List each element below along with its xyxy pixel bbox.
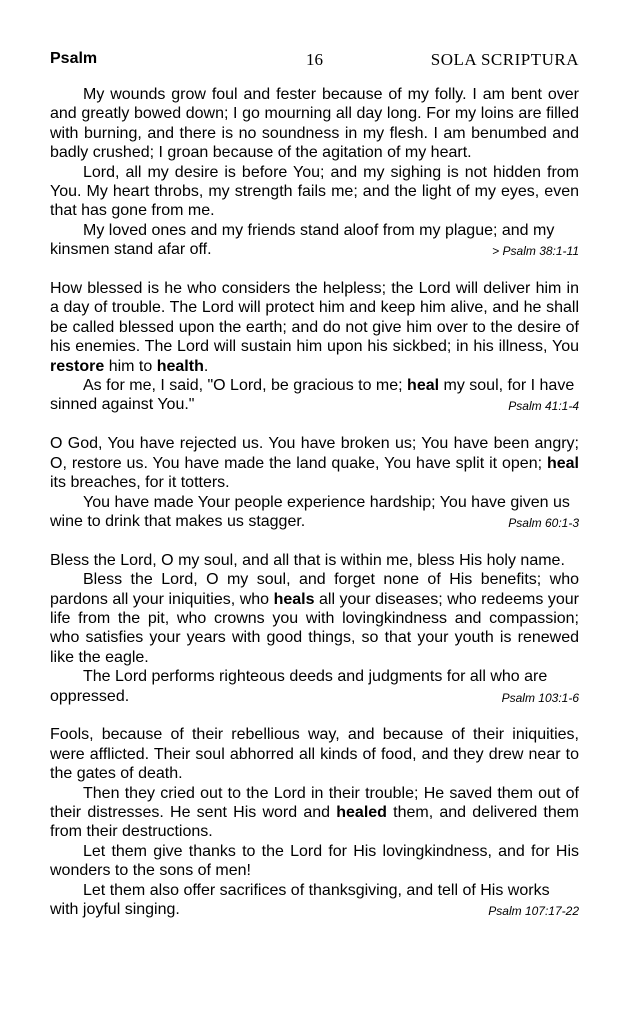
page-header — [50, 50, 579, 74]
scripture-reference: Psalm 103:1-6 — [501, 690, 579, 705]
book-title: Psalm — [50, 50, 98, 67]
text-segment: How blessed is he who considers the helpless; the Lord will deliver him in a day of trouble. The Lord will protect him and keep him alive, and he shall be called blessed upon the earth; and do not give him over to the desire of his enemies. The Lord will sustain him upon his sickbed; in his illness, You — [50, 280, 579, 356]
text-segment: Let them also offer sacrifices of thanksgiving, and tell of His works with joyful singing. — [50, 881, 550, 918]
passage-paragraph — [50, 163, 579, 221]
text-segment: Fools, because of their rebellious way, and because of their iniquities, were afflicted. Their soul abhorred all kinds of food, and they drew near to the gates of death. — [50, 726, 579, 783]
scripture-reference: > Psalm 38:1-11 — [492, 244, 579, 259]
text-segment: Let them give thanks to the Lord for His lovingkindness, and for His wonders to the sons of men! — [50, 842, 579, 880]
passage-paragraph — [50, 667, 579, 706]
scripture-reference: Psalm 41:1-4 — [508, 399, 579, 414]
scripture-passage — [50, 551, 579, 706]
text-segment: My loved ones and my friends stand aloof from my plague; and my kinsmen stand afar off. — [50, 221, 555, 259]
passage-paragraph — [50, 570, 579, 667]
passage-paragraph — [50, 279, 579, 376]
passage-paragraph — [50, 551, 579, 570]
emphasized-word: health — [156, 357, 204, 375]
scripture-passage — [50, 725, 579, 919]
passage-paragraph — [50, 221, 579, 260]
passage-paragraph — [50, 434, 579, 492]
emphasized-word: healed — [336, 803, 387, 821]
passage-paragraph — [50, 85, 579, 163]
text-segment: O God, You have rejected us. You have broken us; You have been angry; O, restore us. You have made the land quake, You have split it open; — [50, 435, 579, 472]
scripture-passage — [50, 434, 579, 531]
text-segment: You have made Your people experience hardship; You have given us wine to drink that makes us stagger. — [50, 493, 570, 530]
passage-paragraph — [50, 881, 579, 920]
scripture-passage — [50, 85, 579, 260]
text-segment: him to — [104, 357, 157, 375]
emphasized-word: heal — [546, 454, 579, 472]
passage-paragraph — [50, 493, 579, 532]
page-number: 16 — [306, 50, 323, 69]
text-segment: Bless the Lord, O my soul, and forget none of His benefits; who pardons all your iniquities, who — [50, 571, 579, 608]
scripture-passage — [50, 279, 579, 415]
text-segment: all your diseases; who redeems your life from the pit, who crowns you with lovingkindness and compassion; who satisfies your years with good things, so that your youth is renewed like the eagle. — [50, 590, 580, 666]
text-segment: . — [203, 357, 209, 375]
passage-paragraph — [50, 725, 579, 783]
text-segment: its breaches, for it totters. — [50, 474, 230, 492]
emphasized-word: heals — [273, 590, 315, 608]
scripture-reference: Psalm 60:1-3 — [508, 515, 579, 530]
passage-paragraph — [50, 784, 579, 842]
passage-paragraph — [50, 376, 579, 415]
text-segment: my soul, for I have sinned against You." — [50, 377, 575, 414]
scripture-reference: Psalm 107:17-22 — [488, 904, 579, 918]
text-segment: them, and delivered them from their destructions. — [50, 803, 579, 841]
emphasized-word: heal — [407, 377, 440, 395]
text-segment: Then they cried out to the Lord in their trouble; He saved them out of their distresses. He sent His word and — [50, 784, 579, 821]
text-segment: The Lord performs righteous deeds and judgments for all who are oppressed. — [50, 668, 548, 705]
text-segment: As for me, I said, "O Lord, be gracious to me; — [83, 377, 408, 395]
text-segment: Bless the Lord, O my soul, and all that is within me, bless His holy name. — [50, 551, 565, 569]
page-content — [50, 85, 579, 939]
series-title: SOLA SCRIPTURA — [430, 50, 579, 69]
text-segment: My wounds grow foul and fester because of my folly. I am bent over and greatly bowed down; I go mourning all day long. For my loins are filled with burning, and there is no soundness in my flesh. I am benumbed and badly crushed; I groan because of the agitation of my heart. — [50, 86, 579, 162]
emphasized-word: restore — [50, 357, 105, 375]
passage-paragraph — [50, 842, 579, 881]
text-segment: Lord, all my desire is before You; and my sighing is not hidden from You. My heart throbs, my strength fails me; and the light of my eyes, even that has gone from me. — [50, 163, 579, 220]
